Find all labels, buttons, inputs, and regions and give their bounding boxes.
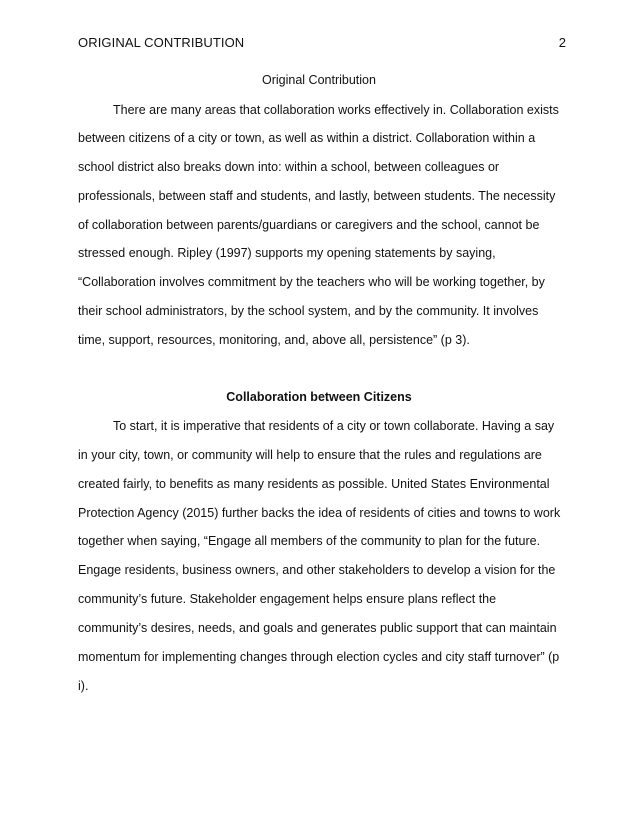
page-title: Original Contribution: [262, 73, 376, 87]
paragraph-2-line: Engage residents, business owners, and other stakeholders to develop a vision for the: [78, 563, 556, 577]
paragraph-2-line: community’s future. Stakeholder engagement helps ensure plans reflect the: [78, 592, 497, 606]
paragraph-1-line: “Collaboration involves commitment by the teachers who will be working together, by: [78, 275, 545, 289]
paragraph-1-line: stressed enough. Ripley (1997) supports my opening statements by saying,: [78, 246, 496, 260]
paragraph-2-line: created fairly, to benefits as many residents as possible. United States Environmental: [78, 477, 550, 491]
paragraph-1-line: their school administrators, by the school system, and by the community. It involves: [78, 304, 539, 318]
paragraph-2-line: i).: [78, 679, 89, 693]
section-heading: Collaboration between Citizens: [226, 390, 412, 404]
paragraph-2-line: community’s desires, needs, and goals and generates public support that can maintain: [78, 621, 557, 635]
paragraph-1-line: school district also breaks down into: within a school, between colleagues or: [78, 160, 500, 174]
paragraph-1-line: time, support, resources, monitoring, and, above all, persistence” (p 3).: [78, 333, 470, 347]
paragraph-2-line: together when saying, “Engage all members of the community to plan for the future.: [78, 534, 541, 548]
paragraph-1-line: of collaboration between parents/guardians or caregivers and the school, cannot be: [78, 218, 540, 232]
paragraph-2-line: Protection Agency (2015) further backs the idea of residents of cities and towns to work: [78, 506, 561, 520]
paragraph-1-line: professionals, between staff and students, and lastly, between students. The necessity: [78, 189, 556, 203]
paragraph-1-line: There are many areas that collaboration works effectively in. Collaboration exists: [113, 103, 559, 117]
running-head: ORIGINAL CONTRIBUTION: [78, 35, 245, 50]
paragraph-2-line: To start, it is imperative that residents of a city or town collaborate. Having a say: [113, 419, 555, 433]
paragraph-1-line: between citizens of a city or town, as well as within a district. Collaboration within a: [78, 131, 536, 145]
paragraph-2-line: momentum for implementing changes through election cycles and city staff turnover” (p: [78, 650, 560, 664]
paragraph-2-line: in your city, town, or community will help to ensure that the rules and regulations are: [78, 448, 542, 462]
page-number: 2: [558, 35, 566, 50]
